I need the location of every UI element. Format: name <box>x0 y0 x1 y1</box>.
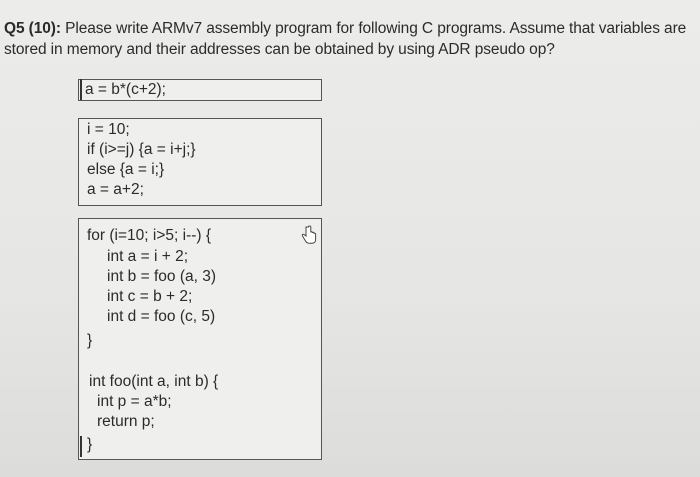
hand-pointer-icon <box>300 225 318 245</box>
code-line: if (i>=j) {a = i+j;} <box>87 141 196 158</box>
code-line: } <box>87 332 93 349</box>
text-cursor <box>80 436 82 457</box>
code-line: for (i=10; i>5; i--) { <box>87 227 212 244</box>
code-line: int c = b + 2; <box>107 288 193 305</box>
code-line: int a = i + 2; <box>107 248 188 265</box>
code-line: a = b*(c+2); <box>85 81 166 98</box>
code-line: else {a = i;} <box>87 161 165 178</box>
code-line: return p; <box>97 413 155 430</box>
question-number: Q5 (10): <box>4 20 61 37</box>
text-cursor <box>80 79 82 100</box>
question-text <box>4 18 696 60</box>
code-line: int d = foo (c, 5) <box>107 308 216 325</box>
code-box-if-else <box>78 118 322 206</box>
code-line: a = a+2; <box>87 181 144 198</box>
question-body: Please write ARMv7 assembly program for following C programs. Assume that variables are stored in memory and their addresses can be obtained by using ADR pseudo op? <box>4 20 687 58</box>
code-line: i = 10; <box>87 121 130 138</box>
code-line: int p = a*b; <box>97 393 172 410</box>
code-line: } <box>87 436 93 453</box>
code-line: int foo(int a, int b) { <box>89 373 219 390</box>
code-box-expression <box>78 79 322 101</box>
code-box-loop-function <box>78 218 322 460</box>
code-line: int b = foo (a, 3) <box>107 268 216 285</box>
